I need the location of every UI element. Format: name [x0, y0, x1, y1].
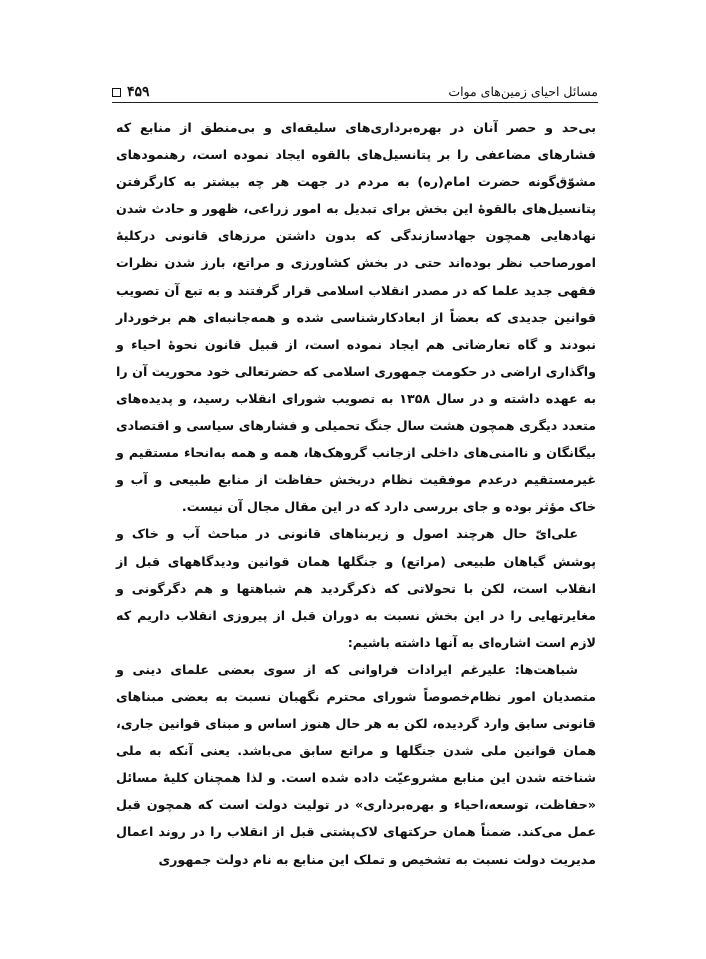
- header-divider: [112, 102, 598, 103]
- page-number: ۴۵۹: [127, 84, 150, 100]
- square-ornament-icon: [112, 88, 121, 97]
- page-number-block: [112, 84, 150, 100]
- running-title: مسائل احیای زمین‌های موات: [448, 84, 598, 99]
- paragraph-3: شباهت‌ها: علیرغم ایرادات فراوانی که از سوی بعضی علمای دینی و متصدیان امور نظام‌خصوصاً شورای محترم نگهبان نسبت به بعضی مبناهای قانونی سابق وارد گردیده، لکن به هر حال هنوز اساس و مبنای قوانین جاری، همان قوانین ملی شدن جنگلها و مراتع سابق می‌باشد. یعنی آنکه به ملی شناخته شدن این منابع مشروعیّت داده شده است. و لذا همچنان کلیهٔ مسائل «حفاظت، توسعه،احیاء و بهره‌برداری» در تولیت دولت است که همچون قبل عمل می‌کند. ضمناً همان حرکتهای لاک‌پشتی قبل از انقلاب را در روند اعمال مدیریت دولت نسبت به تشخیص و تملک این منابع به نام دولت جمهوری: [116, 661, 596, 867]
- page-header: [112, 76, 598, 100]
- paragraph-1: بی‌حد و حصر آنان در بهره‌برداری‌های سلیقه‌ای و بی‌منطق از منابع که فشارهای مضاعفی را بر پتانسیل‌های بالقوه ایجاد نموده است، رهنمودهای مشوّق‌گونه حضرت امام(ره) به مردم در جهت هر چه بیشتر به کارگرفتن پتانسیل‌های بالقوهٔ این بخش برای تبدیل به امور زراعی، ظهور و حادث شدن نهادهایی همچون جهادسازندگی که بدون داشتن مرزهای قانونی درکلیهٔ امورصاحب نظر بوده‌اند حتی در بخش کشاورزی و مراتع، بارز شدن نظرات فقهی جدید علما که در مصدر انقلاب اسلامی قرار گرفتند و به تبع آن تصویب قوانین جدیدی که بعضاً از ابعادکارشناسی شده و همه‌جانبه‌ای هم برخوردار نبودند و گاه تعارضاتی هم ایجاد نموده است، از قبیل قانون نحوهٔ احیاء و واگذاری اراضی در حکومت جمهوری اسلامی که حضرتعالی خود محوریت آن را به عهده داشته و در سال ۱۳۵۸ به تصویب شورای انقلاب رسید، و پدیده‌های متعدد دیگری همچون هشت سال جنگ تحمیلی و فشارهای سیاسی و اقتصادی بیگانگان و ناامنی‌های داخلی ازجانب گروهک‌ها، همه و همه به‌انحاء مستقیم و غیرمستقیم درعدم موفقیت نظام دربخش حفاظت از منابع طبیعی و آب و خاک مؤثر بوده و جای بررسی دارد که در این مقال مجال آن نیست.: [116, 120, 597, 515]
- paragraph-2: علی‌ایّ حال هرچند اصول و زیربناهای قانونی در مباحث آب و خاک و پوشش گیاهان طبیعی (مراتع) و جنگلها همان قوانین ودیدگاههای قبل از انقلاب است، لکن با تحولاتی که ذکرگردید هم شباهتها و هم دگرگونی و مغایرتهایی را در این بخش نسبت به دوران قبل از پیروزی انقلاب داریم که لازم است اشاره‌ای به آنها داشته باشیم:: [116, 526, 596, 650]
- body-text: [116, 114, 596, 873]
